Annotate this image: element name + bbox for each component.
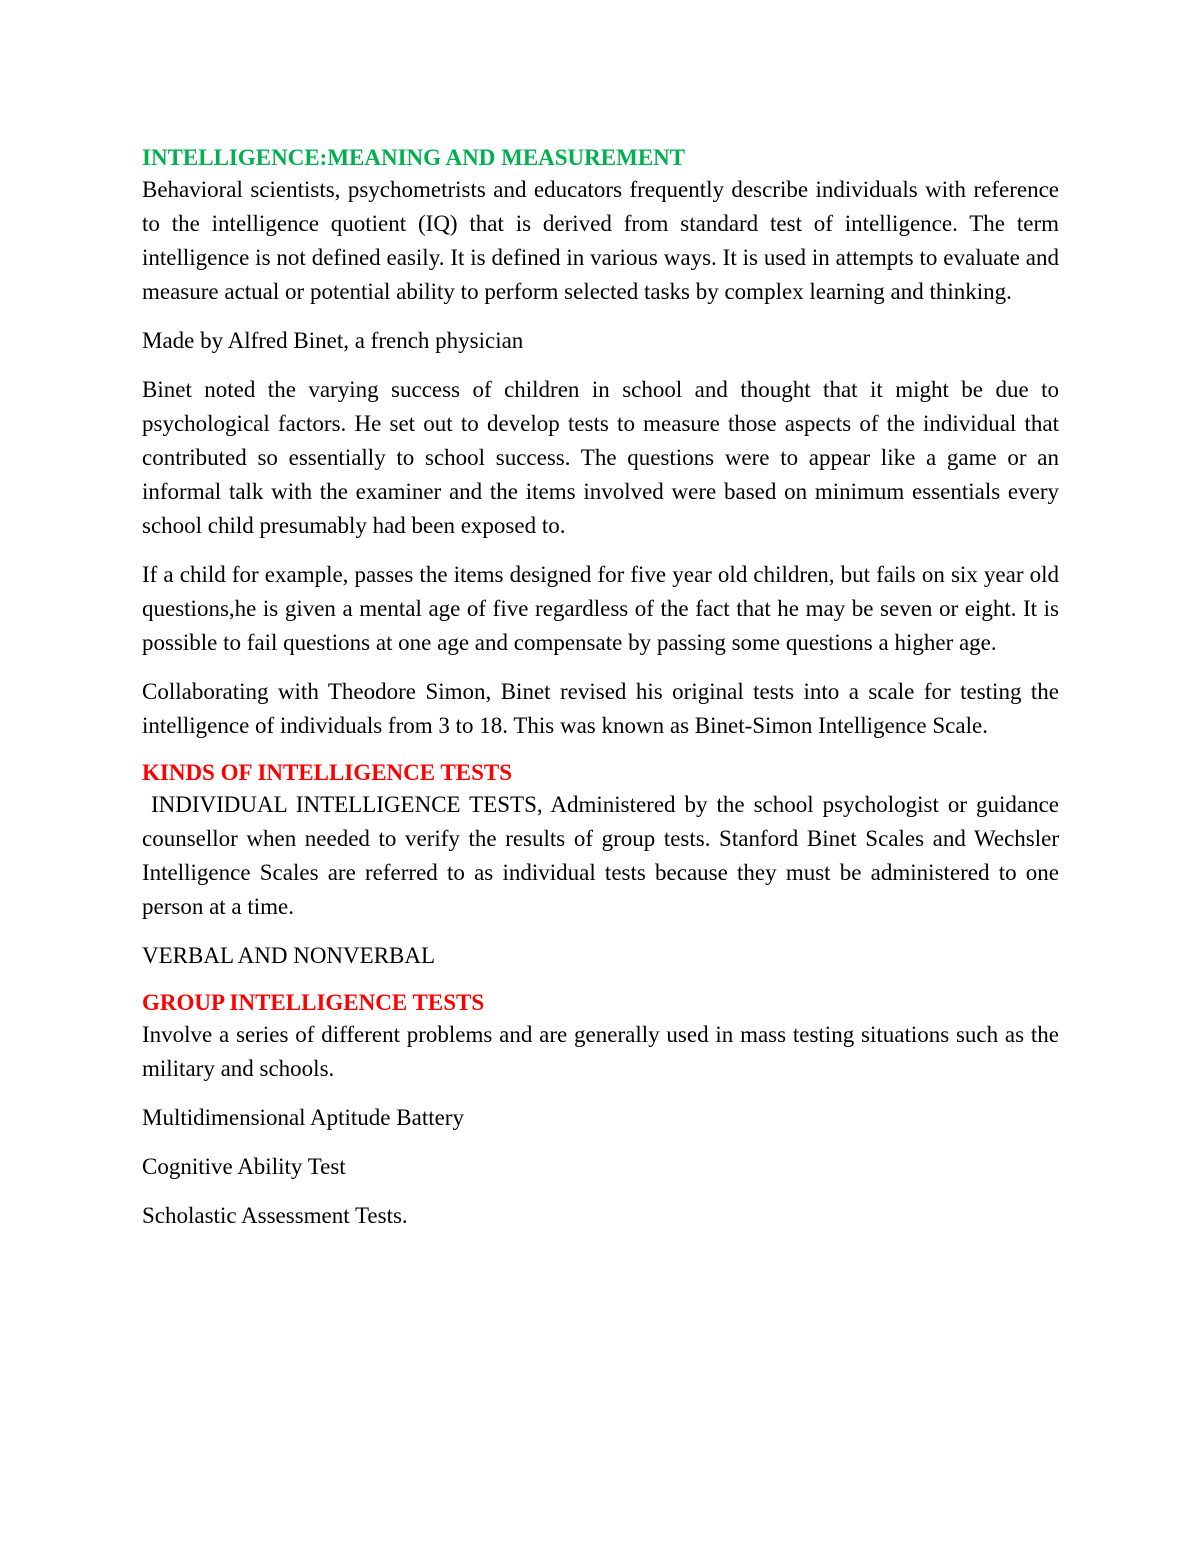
document-page (142, 143, 1065, 1248)
kinds-heading: KINDS OF INTELLIGENCE TESTS (142, 760, 513, 785)
example-item: Cognitive Ability Test (142, 1154, 346, 1179)
verbal-nonverbal-line: VERBAL AND NONVERBAL (142, 943, 436, 968)
binet-paragraph: Binet noted the varying success of children in school and thought that it might be due to psychological factors. He set out to develop tests to measure those aspects of the individual that contributed so essentially to school success. The questions were to appear like a game or an informal talk with the examiner and the items involved were based on minimum essentials every school child presumably had been exposed to. (142, 377, 1059, 538)
made-by-line: Made by Alfred Binet, a french physician (142, 328, 524, 353)
individual-tests-paragraph: INDIVIDUAL INTELLIGENCE TESTS, Administered by the school psychologist or guidance counsellor when needed to verify the results of group tests. Stanford Binet Scales and Wechsler Intelligence Scales are referred to as individual tests because they must be administered to one person at a time. (142, 792, 1065, 919)
example-paragraph: If a child for example, passes the items designed for five year old children, but fails on six year old questions,he is given a mental age of five regardless of the fact that he may be seven or eight. It is possible to fail questions at one age and compensate by passing some questions a higher age. (142, 562, 1059, 655)
example-item: Multidimensional Aptitude Battery (142, 1105, 464, 1130)
document-title: INTELLIGENCE:MEANING AND MEASUREMENT (142, 145, 686, 170)
intro-paragraph: Behavioral scientists, psychometrists and educators frequently describe individuals with reference to the intelligence quotient (IQ) that is derived from standard test of intelligence. The term intelligence is not defined easily. It is defined in various ways. It is used in attempts to evaluate and measure actual or potential ability to perform selected tasks by complex learning and thinking. (142, 177, 1059, 304)
example-item: Scholastic Assessment Tests. (142, 1203, 408, 1228)
group-heading: GROUP INTELLIGENCE TESTS (142, 990, 485, 1015)
group-tests-paragraph: Involve a series of different problems and are generally used in mass testing situations such as the military and schools. (142, 1022, 1059, 1081)
simon-paragraph: Collaborating with Theodore Simon, Binet revised his original tests into a scale for testing the intelligence of individuals from 3 to 18. This was known as Binet-Simon Intelligence Scale. (142, 679, 1059, 738)
